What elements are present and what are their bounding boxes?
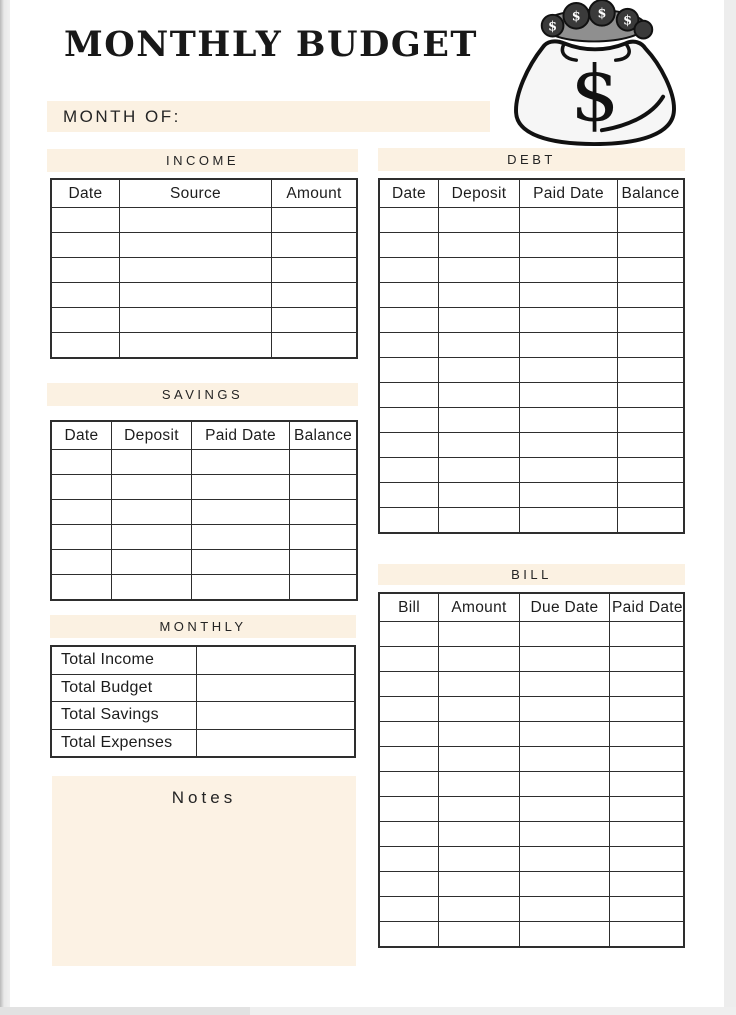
column-header-balance: Balance — [290, 421, 358, 450]
table-row — [379, 358, 684, 383]
empty-cell[interactable] — [618, 283, 685, 308]
table-row — [379, 483, 684, 508]
table-row — [51, 500, 357, 525]
empty-cell[interactable] — [51, 308, 120, 333]
empty-cell[interactable] — [439, 922, 520, 948]
coin-dollar-glyph: $ — [597, 6, 607, 22]
table-row — [51, 208, 357, 233]
empty-cell[interactable] — [520, 897, 610, 922]
empty-cell[interactable] — [272, 333, 358, 359]
empty-cell[interactable] — [51, 333, 120, 359]
table-row — [51, 308, 357, 333]
empty-cell[interactable] — [618, 233, 685, 258]
bag-dollar-glyph: $ — [570, 50, 620, 140]
empty-cell[interactable] — [439, 622, 520, 647]
empty-cell[interactable] — [290, 475, 358, 500]
empty-cell[interactable] — [520, 622, 610, 647]
empty-cell[interactable] — [439, 208, 520, 233]
empty-cell[interactable] — [439, 333, 520, 358]
empty-cell[interactable] — [379, 722, 439, 747]
empty-cell[interactable] — [192, 525, 290, 550]
summary-label: Total Expenses — [51, 729, 197, 757]
empty-cell[interactable] — [192, 575, 290, 601]
summary-value-cell[interactable] — [197, 702, 356, 730]
empty-cell[interactable] — [439, 797, 520, 822]
empty-cell[interactable] — [379, 822, 439, 847]
table-row — [51, 525, 357, 550]
month-of-field[interactable] — [47, 101, 490, 132]
table-row — [51, 333, 357, 359]
bill-section-label-text: BILL — [511, 567, 552, 582]
summary-value-cell[interactable] — [197, 674, 356, 702]
empty-cell[interactable] — [618, 208, 685, 233]
table-row — [379, 308, 684, 333]
empty-cell[interactable] — [120, 258, 272, 283]
empty-cell[interactable] — [112, 575, 192, 601]
empty-cell[interactable] — [618, 458, 685, 483]
coin-dollar-glyph: $ — [548, 19, 558, 35]
empty-cell[interactable] — [520, 308, 618, 333]
empty-cell[interactable] — [272, 283, 358, 308]
empty-cell[interactable] — [379, 622, 439, 647]
empty-cell[interactable] — [618, 383, 685, 408]
table-row — [379, 283, 684, 308]
debt-section-label-text: DEBT — [507, 152, 556, 167]
empty-cell[interactable] — [520, 233, 618, 258]
table-row — [379, 747, 684, 772]
empty-cell[interactable] — [192, 475, 290, 500]
empty-cell[interactable] — [51, 450, 112, 475]
empty-cell[interactable] — [439, 383, 520, 408]
empty-cell[interactable] — [192, 450, 290, 475]
empty-cell[interactable] — [520, 847, 610, 872]
empty-cell[interactable] — [379, 922, 439, 948]
bill-section-label — [378, 564, 685, 585]
empty-cell[interactable] — [610, 747, 685, 772]
column-header-amount: Amount — [272, 179, 358, 208]
empty-cell[interactable] — [112, 475, 192, 500]
table-row — [379, 822, 684, 847]
empty-cell[interactable] — [379, 433, 439, 458]
empty-cell[interactable] — [379, 747, 439, 772]
empty-cell[interactable] — [112, 525, 192, 550]
empty-cell[interactable] — [379, 797, 439, 822]
empty-cell[interactable] — [51, 258, 120, 283]
empty-cell[interactable] — [439, 872, 520, 897]
column-header-paid-date: Paid Date — [610, 593, 685, 622]
empty-cell[interactable] — [290, 525, 358, 550]
empty-cell[interactable] — [192, 550, 290, 575]
empty-cell[interactable] — [610, 872, 685, 897]
table-row — [379, 922, 684, 948]
empty-cell[interactable] — [520, 383, 618, 408]
empty-cell[interactable] — [610, 622, 685, 647]
empty-cell[interactable] — [520, 647, 610, 672]
summary-row — [51, 646, 355, 674]
summary-row — [51, 702, 355, 730]
notes-title: Notes — [171, 788, 237, 807]
debt-section-label — [378, 148, 685, 171]
empty-cell[interactable] — [618, 358, 685, 383]
empty-cell[interactable] — [610, 847, 685, 872]
table-row — [379, 408, 684, 433]
empty-cell[interactable] — [120, 333, 272, 359]
empty-cell[interactable] — [379, 647, 439, 672]
table-row — [379, 383, 684, 408]
empty-cell[interactable] — [112, 500, 192, 525]
empty-cell[interactable] — [379, 383, 439, 408]
empty-cell[interactable] — [290, 450, 358, 475]
table-row — [379, 797, 684, 822]
column-header-due-date: Due Date — [520, 593, 610, 622]
column-header-date: Date — [51, 179, 120, 208]
empty-cell[interactable] — [520, 258, 618, 283]
empty-cell[interactable] — [272, 308, 358, 333]
empty-cell[interactable] — [51, 500, 112, 525]
empty-cell[interactable] — [439, 258, 520, 283]
empty-cell[interactable] — [520, 747, 610, 772]
debt-table — [378, 178, 685, 534]
empty-cell[interactable] — [439, 772, 520, 797]
screenshot-bottom-edge — [0, 1007, 736, 1015]
table-row — [379, 772, 684, 797]
empty-cell[interactable] — [439, 433, 520, 458]
income-section-label-text: INCOME — [166, 153, 239, 168]
savings-section-label-text: SAVINGS — [161, 387, 244, 402]
table-row — [379, 433, 684, 458]
table-row — [51, 475, 357, 500]
empty-cell[interactable] — [439, 458, 520, 483]
table-row — [379, 722, 684, 747]
empty-cell[interactable] — [520, 508, 618, 534]
empty-cell[interactable] — [51, 233, 120, 258]
table-row — [379, 508, 684, 534]
empty-cell[interactable] — [618, 333, 685, 358]
empty-cell[interactable] — [112, 450, 192, 475]
empty-cell[interactable] — [439, 283, 520, 308]
empty-cell[interactable] — [439, 308, 520, 333]
empty-cell[interactable] — [379, 208, 439, 233]
table-row — [51, 258, 357, 283]
summary-label: Total Income — [51, 646, 197, 674]
empty-cell[interactable] — [439, 233, 520, 258]
empty-cell[interactable] — [379, 258, 439, 283]
empty-cell[interactable] — [610, 647, 685, 672]
empty-cell[interactable] — [618, 508, 685, 534]
column-header-paid-date: Paid Date — [192, 421, 290, 450]
empty-cell[interactable] — [618, 408, 685, 433]
column-header-deposit: Deposit — [112, 421, 192, 450]
empty-cell[interactable] — [618, 483, 685, 508]
empty-cell[interactable] — [520, 772, 610, 797]
empty-cell[interactable] — [290, 575, 358, 601]
notes-section[interactable] — [52, 776, 356, 966]
summary-label: Total Savings — [51, 702, 197, 730]
empty-cell[interactable] — [618, 258, 685, 283]
table-row — [379, 897, 684, 922]
empty-cell[interactable] — [379, 458, 439, 483]
empty-cell[interactable] — [272, 233, 358, 258]
table-row — [379, 258, 684, 283]
table-row — [379, 872, 684, 897]
month-of-label: MONTH OF: — [63, 106, 181, 126]
empty-cell[interactable] — [439, 847, 520, 872]
column-header-paid-date: Paid Date — [520, 179, 618, 208]
empty-cell[interactable] — [610, 897, 685, 922]
column-header-deposit: Deposit — [439, 179, 520, 208]
empty-cell[interactable] — [439, 647, 520, 672]
empty-cell[interactable] — [610, 922, 685, 948]
income-table — [50, 178, 358, 359]
empty-cell[interactable] — [520, 283, 618, 308]
header-row — [51, 179, 357, 208]
income-section-label — [47, 149, 358, 172]
column-header-source: Source — [120, 179, 272, 208]
empty-cell[interactable] — [379, 283, 439, 308]
table-row — [379, 647, 684, 672]
header-row — [379, 593, 684, 622]
empty-cell[interactable] — [520, 697, 610, 722]
empty-cell[interactable] — [610, 822, 685, 847]
summary-row — [51, 729, 355, 757]
empty-cell[interactable] — [618, 433, 685, 458]
empty-cell[interactable] — [439, 697, 520, 722]
column-header-date: Date — [51, 421, 112, 450]
empty-cell[interactable] — [290, 550, 358, 575]
monthly-section-label — [50, 615, 356, 638]
table-row — [379, 208, 684, 233]
empty-cell[interactable] — [112, 550, 192, 575]
screenshot-left-edge — [0, 0, 10, 1015]
bill-table — [378, 592, 685, 948]
table-row — [51, 233, 357, 258]
empty-cell[interactable] — [439, 722, 520, 747]
summary-value-cell[interactable] — [197, 729, 356, 757]
empty-cell[interactable] — [610, 772, 685, 797]
empty-cell[interactable] — [120, 233, 272, 258]
empty-cell[interactable] — [520, 333, 618, 358]
empty-cell[interactable] — [610, 672, 685, 697]
empty-cell[interactable] — [520, 872, 610, 897]
empty-cell[interactable] — [520, 722, 610, 747]
column-header-amount: Amount — [439, 593, 520, 622]
empty-cell[interactable] — [439, 822, 520, 847]
empty-cell[interactable] — [610, 697, 685, 722]
table-row — [51, 550, 357, 575]
empty-cell[interactable] — [439, 897, 520, 922]
empty-cell[interactable] — [192, 500, 290, 525]
empty-cell[interactable] — [120, 283, 272, 308]
empty-cell[interactable] — [520, 822, 610, 847]
table-row — [51, 450, 357, 475]
empty-cell[interactable] — [379, 508, 439, 534]
column-header-bill: Bill — [379, 593, 439, 622]
empty-cell[interactable] — [439, 747, 520, 772]
empty-cell[interactable] — [272, 258, 358, 283]
empty-cell[interactable] — [379, 483, 439, 508]
empty-cell[interactable] — [379, 358, 439, 383]
table-row — [379, 847, 684, 872]
summary-label: Total Budget — [51, 674, 197, 702]
coin-dollar-glyph: $ — [571, 9, 581, 25]
empty-cell[interactable] — [439, 408, 520, 433]
table-row — [379, 458, 684, 483]
empty-cell[interactable] — [520, 483, 618, 508]
empty-cell[interactable] — [439, 483, 520, 508]
empty-cell[interactable] — [520, 672, 610, 697]
table-row — [379, 672, 684, 697]
table-row — [379, 697, 684, 722]
empty-cell[interactable] — [290, 500, 358, 525]
empty-cell[interactable] — [520, 433, 618, 458]
screenshot-right-edge — [724, 0, 736, 1015]
column-header-balance: Balance — [618, 179, 685, 208]
empty-cell[interactable] — [379, 672, 439, 697]
summary-row — [51, 674, 355, 702]
empty-cell[interactable] — [379, 233, 439, 258]
empty-cell[interactable] — [51, 283, 120, 308]
coin-dollar-glyph: $ — [623, 13, 633, 29]
empty-cell[interactable] — [51, 525, 112, 550]
empty-cell[interactable] — [520, 358, 618, 383]
empty-cell[interactable] — [520, 797, 610, 822]
empty-cell[interactable] — [520, 408, 618, 433]
empty-cell[interactable] — [379, 697, 439, 722]
empty-cell[interactable] — [51, 575, 112, 601]
empty-cell[interactable] — [272, 208, 358, 233]
empty-cell[interactable] — [520, 922, 610, 948]
empty-cell[interactable] — [379, 847, 439, 872]
table-row — [51, 283, 357, 308]
table-row — [379, 333, 684, 358]
summary-value-cell[interactable] — [197, 646, 356, 674]
savings-section-label — [47, 383, 358, 406]
empty-cell[interactable] — [439, 672, 520, 697]
empty-cell[interactable] — [610, 797, 685, 822]
empty-cell[interactable] — [51, 475, 112, 500]
empty-cell[interactable] — [379, 308, 439, 333]
table-row — [379, 233, 684, 258]
empty-cell[interactable] — [439, 358, 520, 383]
empty-cell[interactable] — [379, 772, 439, 797]
empty-cell[interactable] — [379, 333, 439, 358]
empty-cell[interactable] — [439, 508, 520, 534]
header-row — [379, 179, 684, 208]
table-row — [51, 575, 357, 601]
monthly-section-label-text: MONTHLY — [159, 619, 247, 634]
savings-table — [50, 420, 358, 601]
page-title: MONTHLY BUDGET — [64, 24, 478, 65]
empty-cell[interactable] — [120, 308, 272, 333]
column-header-date: Date — [379, 179, 439, 208]
money-bag-icon — [506, 0, 686, 148]
table-row — [379, 622, 684, 647]
monthly-summary-table — [50, 645, 356, 758]
empty-cell[interactable] — [120, 208, 272, 233]
empty-cell[interactable] — [379, 408, 439, 433]
header-row — [51, 421, 357, 450]
empty-cell[interactable] — [51, 208, 120, 233]
empty-cell[interactable] — [51, 550, 112, 575]
empty-cell[interactable] — [618, 308, 685, 333]
empty-cell[interactable] — [379, 897, 439, 922]
empty-cell[interactable] — [379, 872, 439, 897]
empty-cell[interactable] — [520, 458, 618, 483]
empty-cell[interactable] — [610, 722, 685, 747]
empty-cell[interactable] — [520, 208, 618, 233]
